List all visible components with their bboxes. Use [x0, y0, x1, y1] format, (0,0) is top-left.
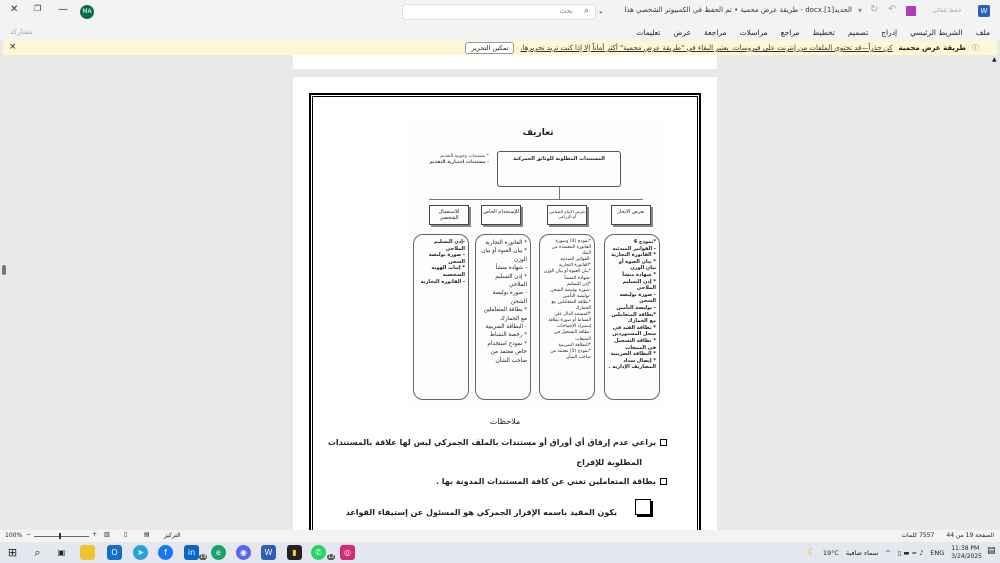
note-text: يراعي عدم إرفاق أي أوراق أو مستندات بالملف الجمركي ليس لها علاقة بالمستندات: [327, 438, 656, 447]
column-item: -صورة بوليصة الشحن: [550, 287, 591, 293]
web-layout-icon[interactable]: ▥: [104, 531, 110, 538]
column-item: * الفاتورة التجارية: [485, 240, 527, 246]
discord-icon[interactable]: ◉: [236, 545, 251, 560]
notifications-icon[interactable]: ▤: [987, 546, 996, 556]
tab-help[interactable]: تعليمات: [636, 28, 661, 37]
edge-icon[interactable]: e: [211, 545, 226, 560]
read-mode-icon[interactable]: ▤: [144, 531, 150, 538]
column-item: -بطاقة التسجيل في المبيعات: [554, 330, 591, 342]
column-item: * بيان العبوة أو بيان الوزن: [481, 248, 527, 263]
whatsapp-icon[interactable]: ✆: [311, 545, 326, 560]
message-title: طريقة عرض محمية: [898, 44, 966, 52]
document-title: الجديد[1].docx - طريقة عرض محمية • تم الحفظ في الكمبيوتر الشخصي هذا: [624, 6, 852, 14]
column-item: * شهادة منشأ: [622, 271, 656, 278]
tab-view[interactable]: عرض: [673, 28, 692, 37]
weather-temp[interactable]: 19°C: [822, 548, 839, 557]
checkbox-icon: [660, 478, 667, 485]
column-item: -إذن التسليم الملاحي: [433, 239, 465, 252]
clock[interactable]: [951, 545, 982, 561]
connector-line: [429, 199, 643, 200]
search-input[interactable]: [402, 4, 596, 20]
tab-review[interactable]: مراجعة: [704, 28, 727, 37]
connector-line: [559, 187, 560, 199]
undo-icon[interactable]: ↶: [888, 4, 897, 15]
document-page: [293, 77, 717, 537]
column-item: - صورة بوليصة الشحن: [619, 291, 656, 305]
whatsapp-badge: 12: [328, 554, 335, 560]
column-item: - صورة بوليصة الشحن: [492, 290, 527, 305]
focus-button[interactable]: التركيز: [164, 532, 181, 539]
share-button[interactable]: مشاركة: [10, 28, 33, 36]
column-item: *نموذج 4: [633, 239, 656, 245]
message-text: [465, 42, 979, 54]
column-item: - الفاتورة التجارية: [420, 278, 465, 285]
column-item: * بطاقة المتعاملين مع الجمارك: [483, 307, 527, 322]
column-item: * بيان العبوة أو بيان الوزن: [618, 258, 656, 272]
box-industrial: بغرض الإنتاج الصناعي أو الزراعي: [547, 205, 587, 225]
scroll-up-icon[interactable]: ▲: [992, 56, 997, 63]
column-item: * بطاقة القيد في سجل المستوردين: [612, 324, 656, 338]
shield-icon: ⓘ: [972, 44, 979, 52]
protected-view-bar: [3, 41, 997, 55]
column-item: *المستند الدال على النشاط أو صورة بطاقة إستيراد الإحتياجات: [548, 312, 591, 330]
note-item: [328, 438, 667, 447]
column-item: * إيصال سداد المصاريف الإدارية .: [608, 357, 656, 371]
checkbox-icon: [660, 439, 667, 446]
scroll-shape: المستندات المطلوبة للوثائق الجمركية: [497, 151, 621, 187]
column-item: - البطاقة الضريبية: [485, 324, 527, 331]
column-item: *نموذج (5) معتمد من صاحب الشأن: [550, 348, 591, 360]
close-button[interactable]: ✕: [10, 4, 19, 15]
linkedin-badge: 19: [200, 554, 207, 560]
save-icon[interactable]: [906, 6, 916, 16]
start-icon[interactable]: ⊞: [7, 546, 18, 559]
zoom-slider-thumb[interactable]: [59, 533, 61, 539]
linkedin-icon[interactable]: in: [184, 545, 199, 560]
note-text: بطاقة المتعاملين تغني عن كافة المستندات المدونة بها .: [435, 477, 656, 486]
weather-icon: ☾: [807, 547, 816, 558]
checkbox-icon: [635, 499, 651, 515]
column-item: *الفاتورة التجارية: [558, 263, 591, 269]
tab-design[interactable]: تصميم: [847, 28, 869, 37]
sticky-notes-icon[interactable]: ▮: [287, 545, 302, 560]
note-item-cont: المطلوبة للإفراج: [576, 458, 642, 467]
column-item: * الفاتورة التجارية: [611, 252, 656, 259]
zoom-slider[interactable]: [34, 536, 89, 537]
clock-time[interactable]: 11:38 PM: [951, 544, 980, 552]
column-personal: [413, 234, 469, 400]
scroll-thumb[interactable]: [2, 265, 6, 275]
column-item: *بطاقة المتعاملين مع الجمارك: [551, 299, 591, 312]
vertical-ruler: [0, 55, 8, 530]
customize-toolbar-icon[interactable]: ▾: [858, 6, 863, 15]
tab-file[interactable]: ملف: [975, 28, 990, 37]
page-number[interactable]: الصفحة 19 من 44: [946, 532, 994, 539]
print-layout-icon[interactable]: ▯: [124, 531, 128, 538]
tab-insert[interactable]: إدراج: [881, 28, 898, 37]
message-link[interactable]: كن حذراً—قد تحتوي الملفات من إنترنت على فيروسات. يعتبر البقاء في "طريقة عرض محمية" أكثر أماناً إلا إذا كنت تريد تحريرها.: [520, 44, 893, 52]
column-item: - الفواتير المبدئية: [612, 245, 656, 252]
column-item: * إذن التسليم الملاحي: [495, 273, 527, 289]
column-item: *نموذج (4) وصورة الفاتورة المعتمدة من البنك: [551, 239, 591, 257]
zoom-in-button[interactable]: +: [92, 531, 98, 538]
facebook-icon[interactable]: f: [158, 545, 173, 560]
column-private: [475, 234, 531, 400]
column-item: *إذن التسليم: [566, 281, 591, 287]
ribbon: [0, 24, 1000, 41]
tray-chevron-icon[interactable]: ^: [885, 548, 891, 557]
autosave-toggle[interactable]: حفظ تلقائي: [932, 7, 962, 14]
box-private: للإستخدام الخاص: [481, 205, 521, 225]
word-taskbar-icon[interactable]: W: [261, 545, 276, 560]
legend-item: - مستندات اختيارية التقديم: [429, 160, 489, 165]
status-bar: [0, 530, 1000, 542]
figure-title: تعاريف: [522, 128, 554, 138]
column-item: -الفواتير المبدئية: [560, 257, 591, 263]
column-item: -بوليصة التأمين: [562, 293, 591, 299]
tab-layout[interactable]: تخطيط: [812, 28, 835, 37]
redo-icon[interactable]: ↻: [870, 4, 879, 15]
weather-text[interactable]: سماء صافية: [845, 548, 879, 557]
title-bar: [0, 0, 1000, 24]
column-item: * البطاقة الضريبية: [610, 351, 656, 358]
instagram-icon[interactable]: ◎: [340, 545, 355, 560]
search-icon[interactable]: ⌕: [34, 546, 41, 559]
column-item: - صورة بوليصة الشحن: [428, 252, 465, 265]
column-item: * نموذج استخدام خاص معتمد من صاحب الشأن.: [487, 340, 527, 364]
clock-date[interactable]: 3/24/2025: [951, 552, 982, 560]
column-item: - بوليصة التأمين: [616, 304, 656, 311]
column-item: - شهادة منشأ: [495, 265, 527, 272]
note-item: يكون المقيد باسمه الإقرار الجمركي هو المسئول عن إستيفاء القواعد: [345, 508, 617, 517]
telegram-icon[interactable]: ➤: [133, 545, 148, 560]
tab-mailings[interactable]: مراسلات: [739, 28, 768, 37]
word-count[interactable]: 7557 كلمات: [901, 532, 935, 539]
column-item: *بيان العبوة أو بيان الوزن: [543, 269, 591, 275]
column-item: * إذن التسليم الملاحي: [622, 278, 656, 292]
flowchart-image: [409, 124, 667, 408]
taskbar: [0, 542, 1000, 563]
zoom-level[interactable]: 100%: [5, 532, 23, 539]
search-icon: ⌕: [583, 6, 589, 16]
system-tray: [808, 542, 982, 563]
zoom-out-button[interactable]: −: [26, 531, 32, 538]
enable-editing-button[interactable]: تمكين التحرير: [465, 42, 514, 54]
tab-home[interactable]: الشريط الرئيسي: [910, 28, 963, 37]
column-industrial: [539, 234, 595, 400]
box-personal: للاستعمال الشخصي: [429, 205, 469, 225]
column-item: * رخصة النشاط: [489, 332, 527, 339]
legend: [429, 154, 489, 166]
notes-heading: ملاحظات: [489, 417, 521, 426]
box-trade: بغرض الاتجار: [611, 205, 651, 225]
word-logo-icon: W: [978, 5, 990, 17]
minimize-button[interactable]: —: [58, 4, 68, 15]
search-placeholder: بحث: [559, 7, 573, 15]
column-item: * إثبات الهوية الشخصية: [431, 265, 465, 278]
column-trade: [604, 234, 660, 400]
tray-icons[interactable]: ▯ ▬ ≈ ♪: [897, 548, 924, 557]
tab-references[interactable]: مراجع: [780, 28, 800, 37]
restore-button[interactable]: ❐: [34, 4, 42, 13]
column-item: * بطاقة التسجيل في المبيعات: [614, 337, 656, 351]
title-dropdown-icon[interactable]: ⌄: [598, 7, 604, 15]
avatar[interactable]: MA: [80, 5, 94, 19]
file-explorer-icon[interactable]: [80, 545, 95, 560]
outlook-icon[interactable]: O: [107, 545, 122, 560]
previous-page: [293, 55, 717, 69]
close-message-icon[interactable]: ×: [9, 42, 17, 52]
ribbon-tabs: [636, 28, 990, 37]
column-item: *البطاقة الضريبية: [558, 342, 591, 348]
column-item: -شهادة المنشأ: [564, 275, 591, 281]
column-item: *بطاقة المتعاملين مع الجمارك: [611, 311, 656, 325]
input-language[interactable]: ENG: [930, 548, 945, 557]
note-item: [436, 477, 667, 486]
legend-item: * مستندات وجوبية التقديم: [440, 154, 489, 159]
status-info: [901, 532, 994, 539]
task-view-icon[interactable]: ▣: [57, 548, 66, 557]
